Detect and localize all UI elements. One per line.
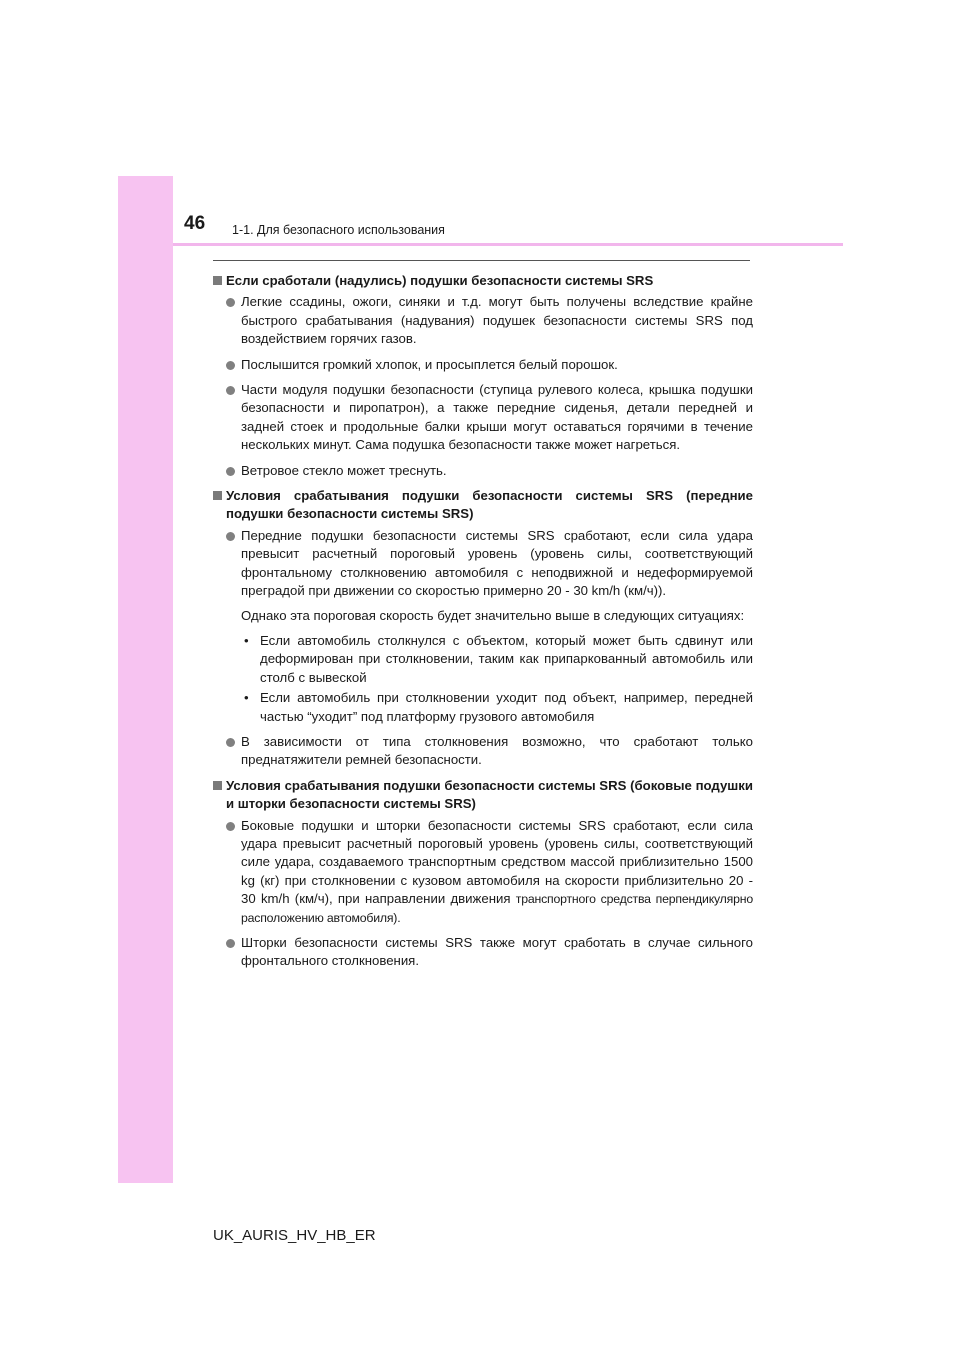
list-item: Части модуля подушки безопасности (ступица рулевого колеса, крышка подушки безопасности и пиропатрон), а также передние сиденья, детали передней и задней стоек и продольные балки крыши могут оставаться горячими в течение нескольких минут. Сама подушка безопасности также может нагреться. (213, 381, 753, 455)
list-item: Послышится громкий хлопок, и просыплется белый порошок. (213, 356, 753, 374)
circle-bullet-icon (226, 738, 235, 747)
circle-bullet-icon (226, 822, 235, 831)
square-bullet-icon (213, 781, 222, 790)
circle-bullet-icon (226, 939, 235, 948)
document-code: UK_AURIS_HV_HB_ER (213, 1227, 376, 1244)
sub-list-item: • Если автомобиль столкнулся с объектом, который может быть сдвинут или деформирован при столкновении, таким как припаркованный автомобиль или столб с вывеской (244, 632, 753, 685)
list-item: Передние подушки безопасности системы SRS сработают, если сила удара превысит расчетный пороговый уровень (уровень силы, соответствующий фронтальному столкновению автомобиля с неподвижной и недеформируемой преградой при движении со скоростью примерно 20 - 30 km/h (км/ч)). (213, 527, 753, 601)
list-item: Боковые подушки и шторки безопасности системы SRS сработают, если сила удара превысит расчетный пороговый уровень (уровень силы, соответствующий силе удара, создаваемого транспортным средством массой приблизительно 1500 kg (кг) при столкновении с кузовом автомобиля на скорости приблизительно 20 - 30 km/h (км/ч), при направлении движения транспортного средства перпендикулярно расположению автомобиля). (213, 817, 753, 927)
list-item: В зависимости от типа столкновения возможно, что сработают только преднатяжители ремней безопасности. (213, 733, 753, 770)
circle-bullet-icon (226, 467, 235, 476)
circle-bullet-icon (226, 361, 235, 370)
circle-bullet-icon (226, 386, 235, 395)
section-heading: Условия срабатывания подушки безопасности системы SRS (передние подушки безопасности системы SRS) (213, 487, 753, 524)
dot-marker: • (244, 632, 249, 648)
section-title: 1-1. Для безопасного использования (232, 223, 445, 237)
circle-bullet-icon (226, 298, 235, 307)
paragraph: Однако эта пороговая скорость будет значительно выше в следующих ситуациях: (241, 607, 745, 623)
sub-list-item: • Если автомобиль при столкновении уходит под объект, например, передней частью “уходит” под платформу грузового автомобиля (244, 690, 753, 724)
list-item: Легкие ссадины, ожоги, синяки и т.д. могут быть получены вследствие крайне быстрого срабатывания (надувания) подушек безопасности системы SRS под воздействием горячих газов. (213, 293, 753, 348)
dot-marker: • (244, 690, 249, 706)
chapter-tab-bar (118, 176, 173, 1183)
circle-bullet-icon (226, 532, 235, 541)
square-bullet-icon (213, 276, 222, 285)
page-content (213, 266, 753, 978)
list-item: Ветровое стекло может треснуть. (213, 462, 753, 480)
list-item: Шторки безопасности системы SRS также могут сработать в случае сильного фронтального столкновения. (213, 934, 753, 971)
section-heading: Если сработали (надулись) подушки безопасности системы SRS (213, 272, 753, 290)
header-divider (173, 243, 843, 246)
section-heading: Условия срабатывания подушки безопасности системы SRS (боковые подушки и шторки безопасности системы SRS) (213, 777, 753, 814)
page-number: 46 (184, 213, 206, 234)
content-top-rule (213, 260, 750, 261)
square-bullet-icon (213, 491, 222, 500)
